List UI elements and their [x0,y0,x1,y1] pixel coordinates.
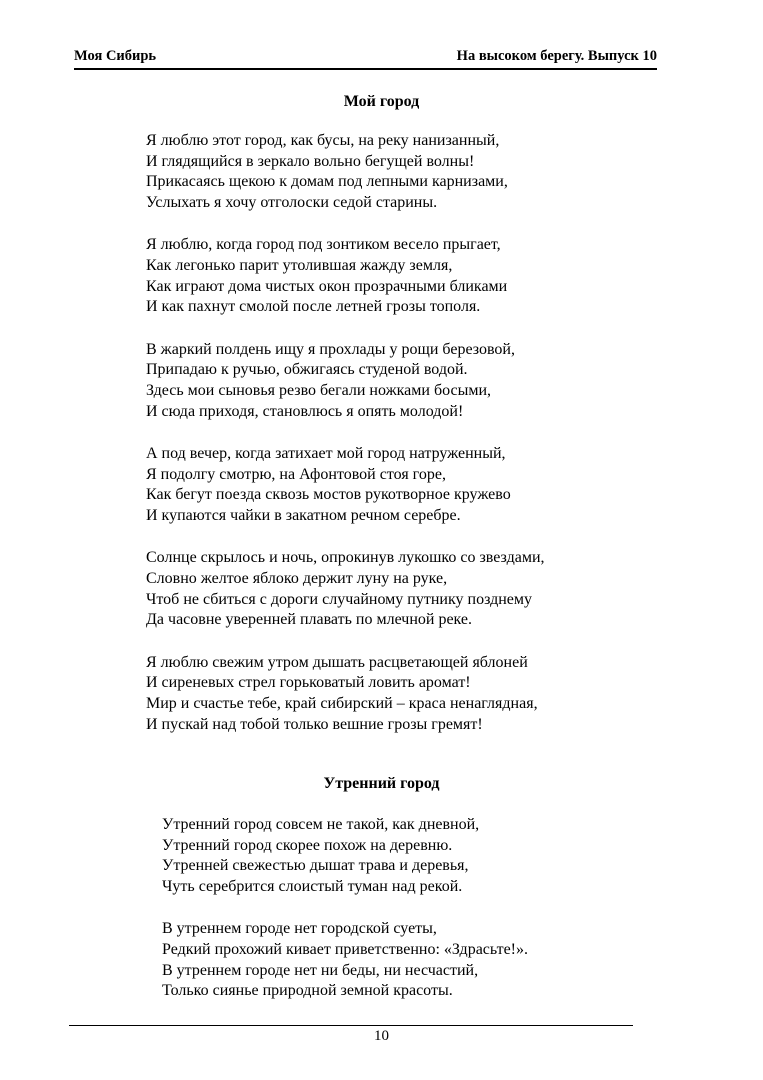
verse-line: В жаркий полдень ищу я прохлады у рощи березовой, [146,340,515,358]
verse-line: И сюда приходя, становлюсь я опять молодой! [146,402,464,420]
verse-line: Я люблю этот город, как бусы, на реку нанизанный, [146,132,500,149]
verse-line: И пускай над тобой только вешние грозы гремят! [146,715,483,733]
verse-line: Здесь мои сыновья резво бегали ножками босыми, [146,382,492,400]
verse-line: Припадаю к ручью, обжигаясь студеной водой. [146,361,468,379]
verse-line: Утренний город совсем не такой, как дневной, [162,816,480,833]
header-collection-title: Моя Сибирь [74,48,157,64]
poem-body [146,131,545,735]
verse-line: В утреннем городе нет городской суеты, [162,920,437,938]
verse-line: Я подолгу смотрю, на Афонтовой стоя горе, [146,465,446,483]
verse-line: И как пахнут смолой после летней грозы тополя. [146,298,481,316]
running-header [74,46,657,66]
header-divider [74,68,657,70]
page-number: 10 [374,1028,389,1044]
stanza [146,548,545,631]
header-issue-title: На высоком берегу. Выпуск 10 [456,48,657,64]
verse-line: Словно желтое яблоко держит луну на руке, [146,569,448,587]
verse-line: Я люблю, когда город под зонтиком весело прыгает, [146,236,501,254]
stanza [146,444,545,527]
verse-line: Как легонько парит утолившая жажду земля, [146,257,453,275]
stanza [146,235,545,318]
verse-line: Утренней свежестью дышат трава и деревья, [162,857,469,875]
verse-line: Как бегут поезда сквозь мостов рукотворное кружево [146,486,511,504]
stanza [162,919,528,1002]
verse-line: Да часовне уверенней плавать по млечной реке. [146,611,473,629]
verse-line: И купаются чайки в закатном речном серебре. [146,507,461,525]
verse-line: Я люблю свежим утром дышать расцветающей яблоней [146,653,528,671]
verse-line: Редкий прохожий кивает приветственно: «Здрасьте!». [162,941,528,959]
verse-line: Прикасаясь щекою к домам под лепными карнизами, [146,173,508,191]
verse-line: Солнце скрылось и ночь, опрокинув лукошко со звездами, [146,549,545,567]
verse-line: Только сиянье природной земной красоты. [162,982,453,1000]
verse-line: Мир и счастье тебе, край сибирский – краса ненаглядная, [146,694,538,712]
footer-divider [69,1025,633,1026]
verse-line: Утренний город скорее похож на деревню. [162,836,453,854]
stanza [146,340,545,423]
poem-title: Мой город [343,93,420,110]
verse-line: Услыхать я хочу отголоски седой старины. [146,194,438,212]
verse-line: И глядящийся в зеркало вольно бегущей волны! [146,152,475,170]
poem-body [162,815,528,1002]
stanza [146,653,545,736]
poem-title: Утренний город [323,775,440,792]
stanza [162,815,528,898]
stanza [146,131,545,214]
verse-line: Как играют дома чистых окон прозрачными бликами [146,277,508,295]
verse-line: А под вечер, когда затихает мой город натруженный, [146,444,506,462]
verse-line: Чтоб не сбиться с дороги случайному путнику позднему [146,590,533,608]
verse-line: Чуть серебрится слоистый туман над рекой. [162,878,463,896]
verse-line: И сиреневых стрел горьковатый ловить аромат! [146,674,471,692]
verse-line: В утреннем городе нет ни беды, ни несчастий, [162,961,479,979]
